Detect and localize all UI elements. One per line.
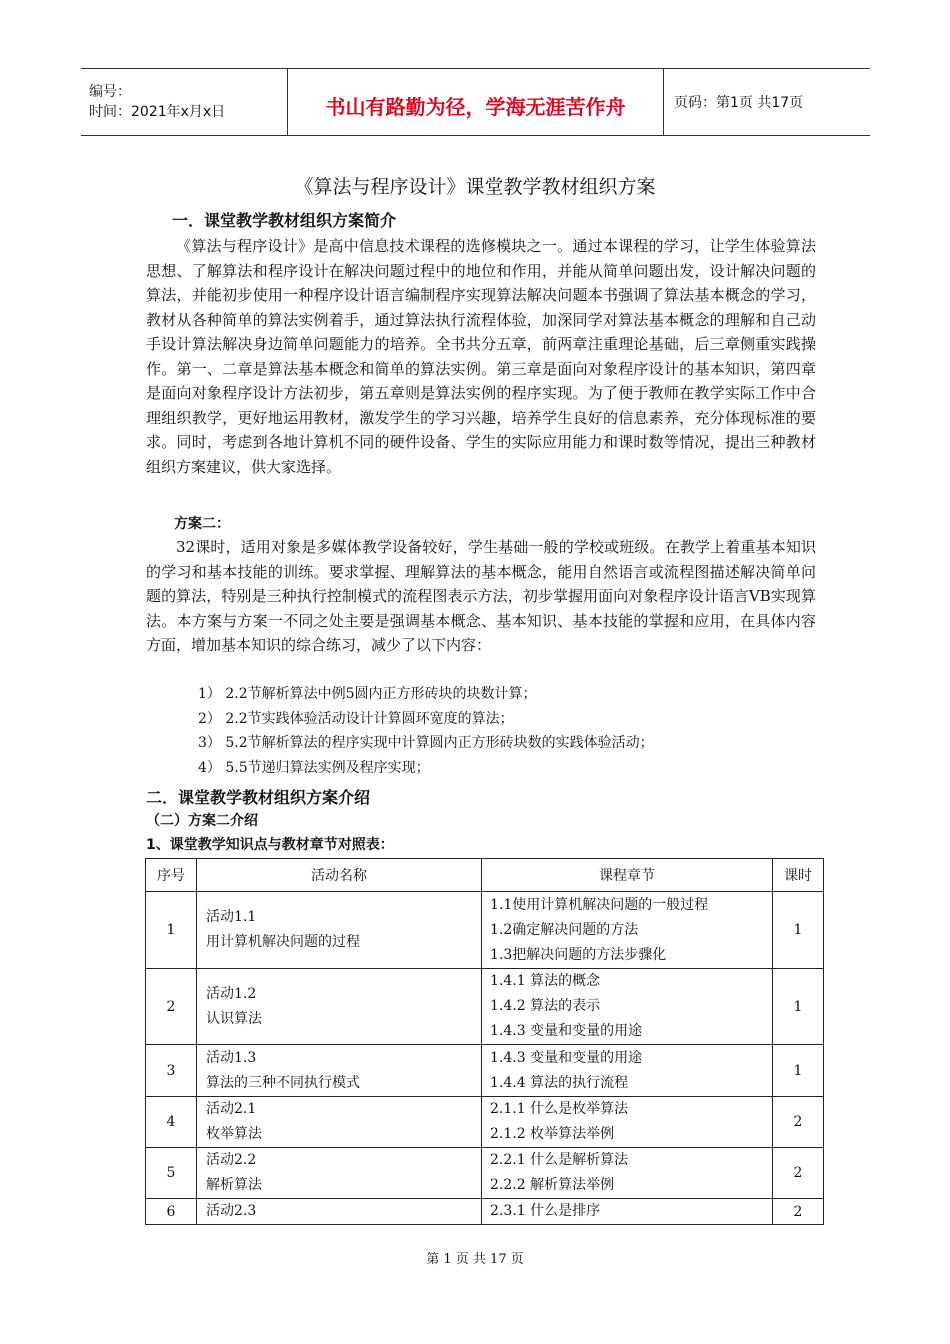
row-activity xyxy=(197,1097,482,1148)
activity-code: 活动2.2 xyxy=(206,1152,257,1168)
section2-subheading: （二）方案二介绍 xyxy=(146,813,258,829)
row-activity xyxy=(197,1148,482,1199)
chapter-line: 1.2确定解决问题的方法 xyxy=(490,921,639,938)
row-hours: 1 xyxy=(773,1045,824,1097)
list-item: 4） 5.5节递归算法实例及程序实现； xyxy=(198,759,430,776)
row-chapters xyxy=(482,1148,773,1199)
list-item: 1） 2.2节解析算法中例5圆内正方形砖块的块数计算； xyxy=(198,686,537,702)
list-item: 3） 5.2节解析算法的程序实现中计算圆内正方形砖块数的实践体验活动； xyxy=(198,735,654,751)
row-hours: 1 xyxy=(773,969,824,1045)
table-caption: 1、课堂教学知识点与教材章节对照表： xyxy=(146,837,394,853)
row-hours: 2 xyxy=(773,1097,824,1148)
table-header-row xyxy=(146,859,824,892)
activity-title: 解析算法 xyxy=(206,1177,262,1193)
table-row xyxy=(146,1045,824,1097)
activity-title: 枚举算法 xyxy=(206,1126,262,1142)
syllabus-table xyxy=(145,858,824,1225)
table-row xyxy=(146,892,824,969)
row-chapters xyxy=(482,969,773,1045)
chapter-line: 2.2.1 什么是解析算法 xyxy=(490,1152,629,1168)
section1-heading: 一．课堂教学教材组织方案简介 xyxy=(172,211,397,230)
col-header-chapter: 课程章节 xyxy=(482,859,773,892)
col-header-num: 序号 xyxy=(146,859,197,892)
table-row xyxy=(146,969,824,1045)
table-row xyxy=(146,1097,824,1148)
activity-code: 活动2.3 xyxy=(206,1203,257,1219)
activity-code: 活动2.1 xyxy=(206,1101,257,1117)
header-date: 时间：2021年x月x日 xyxy=(89,104,226,120)
row-chapters xyxy=(482,892,773,969)
activity-title: 算法的三种不同执行模式 xyxy=(206,1074,360,1091)
row-chapters xyxy=(482,1045,773,1097)
chapter-line: 1.1使用计算机解决问题的一般过程 xyxy=(490,896,709,913)
row-chapters xyxy=(482,1097,773,1148)
row-hours: 2 xyxy=(773,1148,824,1199)
chapter-line: 1.4.2 算法的表示 xyxy=(490,998,601,1014)
chapter-line: 1.4.1 算法的概念 xyxy=(490,973,601,989)
header-id-label: 编号： xyxy=(89,84,131,100)
page-footer: 第 1 页 共 17 页 xyxy=(426,1252,524,1267)
removed-content-list xyxy=(198,682,654,780)
row-num: 6 xyxy=(146,1199,197,1225)
row-hours: 2 xyxy=(773,1199,824,1225)
row-activity xyxy=(197,1199,482,1225)
chapter-line: 2.2.2 解析算法举例 xyxy=(490,1177,615,1193)
row-activity xyxy=(197,969,482,1045)
chapter-line: 2.1.2 枚举算法举例 xyxy=(490,1126,615,1142)
row-hours: 1 xyxy=(773,892,824,969)
intro-paragraph: 《算法与程序设计》是高中信息技术课程的选修模块之一。通过本课程的学习，让学生体验算法思想、了解算法和程序设计在解决问题过程中的地位和作用，并能从简单问题出发，设计解决问题的算法，并能初步使用一种程序设计语言编制程序实现算法解决问题本书强调了算法基本概念的学习，教材从各种简单的算法实例着手，通过算法执行流程体验，加深同学对算法基本概念的理解和自己动手设计算法解决身边简单问题能力的培养。全书共分五章，前两章注重理论基础，后三章侧重实践操作。第一、二章是算法基本概念和简单的算法实例。第三章是面向对象程序设计的基本知识，第四章是面向对象程序设计方法初步，第五章则是算法实例的程序实现。为了便于教师在教学实际工作中合理组织教学，更好地运用教材，激发学生的学习兴趣，培养学生良好的信息素养，充分体现标准的要求。同时，考虑到各地计算机不同的硬件设备、学生的实际应用能力和课时数等情况，提出三种教材组织方案建议，供大家选择。 xyxy=(146,237,816,476)
activity-code: 活动1.3 xyxy=(206,1049,257,1066)
activity-title: 用计算机解决问题的过程 xyxy=(206,934,360,950)
row-num: 1 xyxy=(146,892,197,969)
row-num: 2 xyxy=(146,969,197,1045)
chapter-line: 1.3把解决问题的方法步骤化 xyxy=(490,946,667,963)
col-header-hours: 课时 xyxy=(773,859,824,892)
activity-code: 活动1.1 xyxy=(206,909,257,925)
header-page-info: 页码：第1页 共17页 xyxy=(664,69,871,136)
row-activity xyxy=(197,1045,482,1097)
header-motto: 书山有路勤为径，学海无涯苦作舟 xyxy=(288,69,664,136)
activity-title: 认识算法 xyxy=(206,1010,262,1027)
row-num: 3 xyxy=(146,1045,197,1097)
row-chapters xyxy=(482,1199,773,1225)
plan-label: 方案二： xyxy=(174,516,230,532)
row-num: 5 xyxy=(146,1148,197,1199)
chapter-line: 1.4.3 变量和变量的用途 xyxy=(490,1023,643,1039)
section2-heading: 二．课堂教学教材组织方案介绍 xyxy=(146,788,371,807)
table-row xyxy=(146,1148,824,1199)
activity-code: 活动1.2 xyxy=(206,985,257,1002)
header-left xyxy=(81,69,288,136)
page-header xyxy=(81,68,870,136)
list-item: 2） 2.2节实践体验活动设计计算圆环宽度的算法； xyxy=(198,710,514,727)
chapter-line: 1.4.4 算法的执行流程 xyxy=(490,1074,629,1091)
document-title: 《算法与程序设计》课堂教学教材组织方案 xyxy=(294,176,656,198)
chapter-line: 2.1.1 什么是枚举算法 xyxy=(490,1101,629,1117)
row-num: 4 xyxy=(146,1097,197,1148)
row-activity xyxy=(197,892,482,969)
plan-paragraph: 32课时，适用对象是多媒体教学设备较好，学生基础一般的学校或班级。在教学上着重基本知识的学习和基本技能的训练。要求掌握、理解算法的基本概念，能用自然语言或流程图描述解决简单问题的算法，特别是三种执行控制模式的流程图表示方法，初步掌握用面向对象程序设计语言VB实现算法。本方案与方案一不同之处主要是强调基本概念、基本知识、基本技能的掌握和应用，在具体内容方面，增加基本知识的综合练习，减少了以下内容： xyxy=(146,538,816,654)
table-row xyxy=(146,1199,824,1225)
col-header-activity: 活动名称 xyxy=(197,859,482,892)
chapter-line: 1.4.3 变量和变量的用途 xyxy=(490,1049,643,1066)
chapter-line: 2.3.1 什么是排序 xyxy=(490,1203,601,1219)
